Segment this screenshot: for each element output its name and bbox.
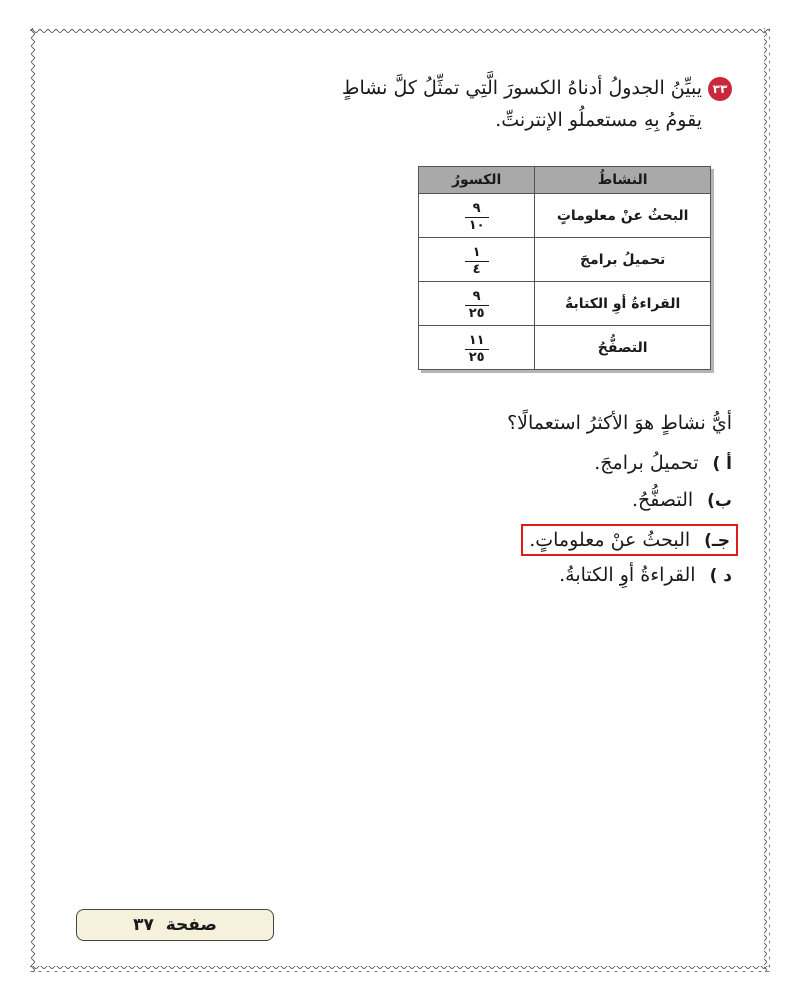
table-header-row bbox=[419, 167, 711, 194]
header-fractions: الكسورُ bbox=[419, 167, 535, 194]
fraction-cell bbox=[419, 238, 535, 282]
page-number: ٣٧ bbox=[133, 915, 154, 935]
activity-cell: تحميلُ برامجَ bbox=[535, 238, 711, 282]
page-label: صفحة bbox=[165, 915, 217, 935]
option-label: أ ) bbox=[712, 454, 732, 474]
table-row bbox=[419, 326, 711, 370]
activity-cell: القراءةُ أوِ الكتابةُ bbox=[535, 282, 711, 326]
activity-cell: البحثُ عنْ معلوماتٍ bbox=[535, 194, 711, 238]
fractions-table bbox=[418, 166, 711, 370]
table-row bbox=[419, 194, 711, 238]
question-line-2: يقومُ بِهِ مستعملُو الإنترنتِّ. bbox=[495, 109, 702, 131]
fraction: ١١ ٢٥ bbox=[465, 333, 489, 366]
question-line-1: ٣٣يبيِّنُ الجدولُ أدناهُ الكسورَ الَّتِي تمثِّلُ كلَّ نشاطٍ bbox=[262, 72, 732, 104]
fraction-cell bbox=[419, 282, 535, 326]
fraction: ٩ ١٠ bbox=[465, 201, 489, 234]
fraction: ١ ٤ bbox=[465, 245, 489, 278]
table-row bbox=[419, 282, 711, 326]
option-c-selected[interactable] bbox=[521, 524, 738, 556]
option-label: جـ) bbox=[704, 531, 730, 551]
fraction-cell bbox=[419, 194, 535, 238]
question-number-badge: ٣٣ bbox=[708, 77, 732, 101]
option-label: د ) bbox=[709, 566, 732, 586]
table-row bbox=[419, 238, 711, 282]
fraction: ٩ ٢٥ bbox=[465, 289, 489, 322]
question-text bbox=[262, 72, 732, 136]
page-number-tag bbox=[76, 909, 274, 941]
option-text: البحثُ عنْ معلوماتٍ. bbox=[529, 529, 691, 551]
option-text: تحميلُ برامجَ. bbox=[594, 452, 699, 474]
option-b[interactable] bbox=[632, 489, 732, 511]
option-a[interactable] bbox=[594, 452, 732, 474]
fraction-cell bbox=[419, 326, 535, 370]
header-activity: النشاطُ bbox=[535, 167, 711, 194]
option-text: التصفُّحُ. bbox=[631, 489, 694, 511]
activity-cell: التصفُّحُ bbox=[535, 326, 711, 370]
question-prompt: أيُّ نشاطٍ هوَ الأكثرُ استعمالًا؟ bbox=[507, 412, 732, 434]
option-label: ب) bbox=[707, 491, 732, 511]
option-d[interactable] bbox=[559, 564, 732, 586]
option-text: القراءةُ أوِ الكتابةُ. bbox=[559, 564, 696, 586]
